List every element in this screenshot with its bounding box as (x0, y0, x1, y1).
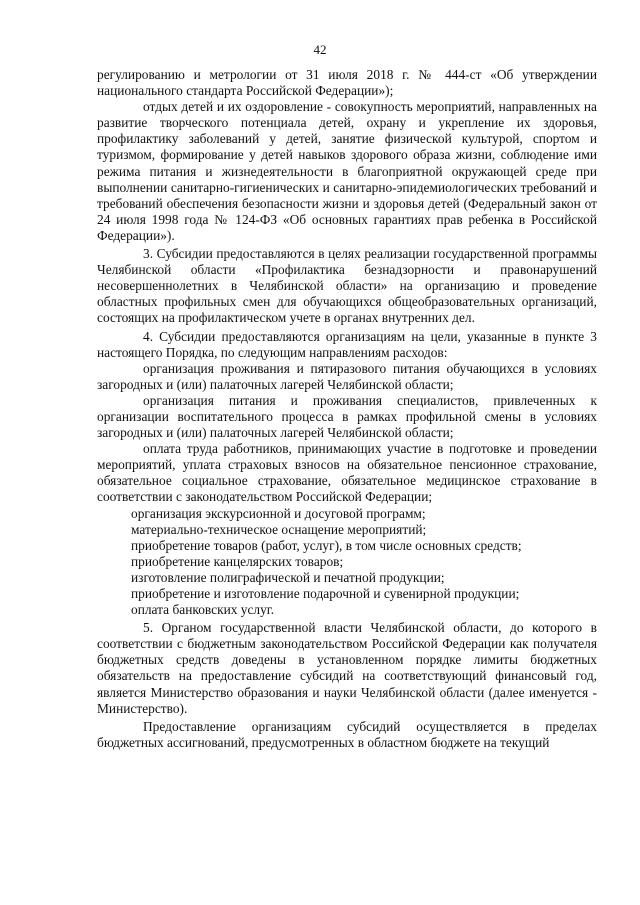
paragraph-item-4: 4. Субсидии предоставляются организациям на цели, указанные в пункте 3 настоящего Порядка, по следующим направлениям расходов: (97, 328, 597, 360)
paragraph-continuation: регулированию и метрологии от 31 июля 2018 г. № 444-ст «Об утверждении национального стандарта Российской Федерации»); (97, 67, 597, 99)
list-item: оплата банковских услуг. (131, 602, 275, 618)
list-item: приобретение канцелярских товаров; (131, 553, 344, 569)
list-item: организация экскурсионной и досуговой программ; (131, 505, 426, 521)
document-body (97, 67, 597, 751)
paragraph-definition-rest: отдых детей и их оздоровление - совокупность мероприятий, направленных на развитие творческого потенциала детей, охрану и укрепление их здоровья, профилактику заболеваний у детей, занятие физической культурой, спортом и туризмом, формирование у детей навыков здорового образа жизни, соблюдение ими режима питания и жизнедеятельности в благоприятной окружающей среде при выполнении санитарно-гигиенических и санитарно-эпидемиологических требований и требований обеспечения безопасности жизни и здоровья детей (Федеральный закон от 24 июля 1998 года № 124-ФЗ «Об основных гарантиях прав ребенка в Российской Федерации»). (97, 99, 597, 243)
page-number: 42 (313, 42, 327, 57)
list-item: приобретение товаров (работ, услуг), в том числе основных средств; (131, 537, 522, 553)
paragraph-subsidy-limits: Предоставление организациям субсидий осуществляется в пределах бюджетных ассигнований, предусмотренных в областном бюджете на текущий (97, 718, 597, 750)
list-item: материально-техническое оснащение мероприятий; (131, 521, 427, 537)
paragraph-expense-specialists: организация питания и проживания специалистов, привлеченных к организации воспитательного процесса в рамках профильной смены в условиях загородных и (или) палаточных лагерей Челябинской области; (97, 392, 597, 441)
paragraph-item-3: 3. Субсидии предоставляются в целях реализации государственной программы Челябинской области «Профилактика безнадзорности и правонарушений несовершеннолетних в Челябинской области» на организацию и проведение областных профильных смен для обучающихся общеобразовательных организаций, состоящих на профилактическом учете в органах внутренних дел. (97, 246, 597, 326)
list-item: изготовление полиграфической и печатной продукции; (131, 569, 445, 585)
expense-list (97, 506, 597, 619)
paragraph-expense-accommodation: организация проживания и пятиразового питания обучающихся в условиях загородных и (или) палаточных лагерей Челябинской области; (97, 360, 597, 392)
paragraph-item-5: 5. Органом государственной власти Челябинской области, до которого в соответствии с бюджетным законодательством Российской Федерации как получателя бюджетных средств доведены в установленном порядке лимиты бюджетных обязательств на предоставление субсидий на соответствующий финансовый год, является Министерство образования и науки Челябинской области (далее именуется - Министерство). (97, 620, 597, 716)
list-item: приобретение и изготовление подарочной и сувенирной продукции; (131, 586, 520, 601)
paragraph-expense-labor: оплата труда работников, принимающих участие в подготовке и проведении мероприятий, уплата страховых взносов на обязательное пенсионное страхование, обязательное социальное страхование, обязательное медицинское страхование в соответствии с законодательством Российской Федерации; (97, 441, 597, 505)
